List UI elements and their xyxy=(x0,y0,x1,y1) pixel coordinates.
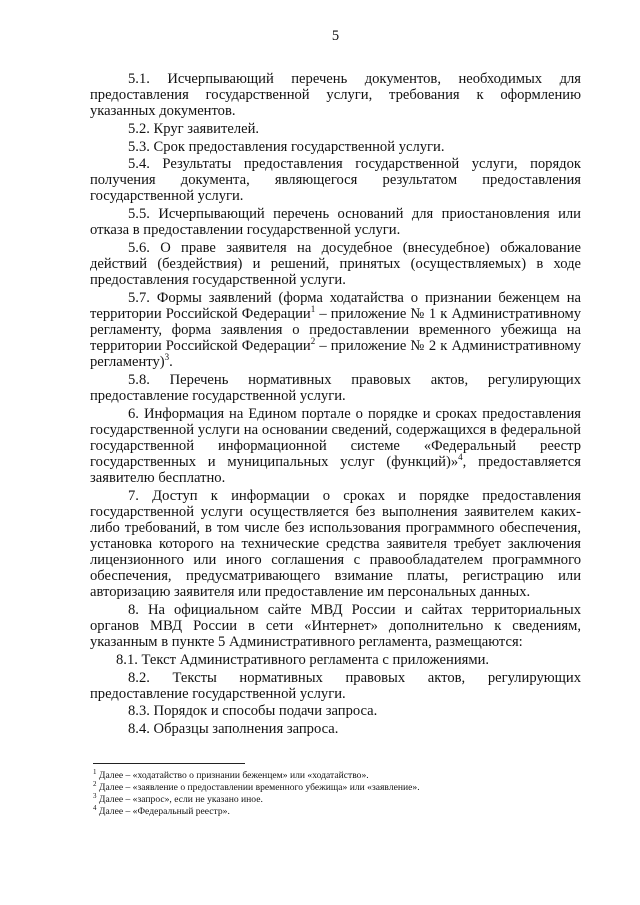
footnote-divider xyxy=(93,763,245,764)
paragraph-5-7 xyxy=(90,290,581,370)
footnote-text-4: Далее – «Федеральный реестр». xyxy=(96,806,230,818)
footnote-mark-4: 4 xyxy=(93,804,97,813)
footnote-mark-3: 3 xyxy=(93,792,97,801)
paragraph-8-3: 8.3. Порядок и способы подачи запроса. xyxy=(128,703,378,720)
footnote-mark-2: 2 xyxy=(93,779,97,788)
paragraph-5-5: 5.5. Исчерпывающий перечень оснований для приостановления или отказа в предоставлении государственной услуги. xyxy=(90,206,581,239)
paragraph-8-2: 8.2. Тексты нормативных правовых актов, регулирующих предоставление государственной услуги. xyxy=(90,669,581,702)
footnote-ref-3: 3 xyxy=(164,352,170,363)
footnote-mark-1: 1 xyxy=(93,767,97,776)
footnote-ref-2: 2 xyxy=(310,336,316,347)
paragraph-5-7-text-b: – приложение № 1 к Административному регламенту, форма заявления о предоставлении временного убежища на территории Российской Федерации xyxy=(90,305,581,355)
footnote-ref-4: 4 xyxy=(458,452,463,463)
paragraph-5-6: 5.6. О праве заявителя на досудебное (внесудебное) обжалование действий (бездействия) и решений, принятых (осуществляемых) в ходе предоставления государственной услуги. xyxy=(90,239,581,289)
paragraph-5-7-text-c: – приложение № 2 к Административному регламенту) xyxy=(90,338,581,371)
paragraph-6-text-a: 6. Информация на Едином портале о порядке и сроках предоставления государственной услуги на основании сведений, содержащихся в федеральной государственной информационной системе «Федеральный реестр государственных и муниципальных услуг (функций)» xyxy=(90,405,581,470)
paragraph-8-1: 8.1. Текст Административного регламента с приложениями. xyxy=(116,651,490,668)
footnote-3 xyxy=(93,794,581,806)
paragraph-5-7-text-a: 5.7. Формы заявлений (форма ходатайства о признании беженцем на территории Российской Федерации xyxy=(90,289,581,322)
paragraph-6-text-b: , предоставляется заявителю бесплатно. xyxy=(90,453,581,486)
paragraph-5-2: 5.2. Круг заявителей. xyxy=(128,120,260,137)
footnote-text-2: Далее – «заявление о предоставлении временного убежища» или «заявление». xyxy=(96,782,420,794)
paragraph-5-4: 5.4. Результаты предоставления государственной услуги, порядок получения документа, являющегося результатом предоставления государственной услуги. xyxy=(90,156,581,205)
paragraph-6 xyxy=(90,406,581,486)
footnote-ref-1: 1 xyxy=(310,304,316,315)
footnote-1 xyxy=(93,767,581,782)
footnote-2 xyxy=(93,779,581,794)
paragraph-5-3: 5.3. Срок предоставления государственной услуги. xyxy=(128,138,445,155)
paragraph-8: 8. На официальном сайте МВД России и сайтах территориальных органов МВД России в сети «Интернет» дополнительно к сведениям, указанным в пункте 5 Административного регламента, размещаются: xyxy=(90,601,581,651)
paragraph-5-1: 5.1. Исчерпывающий перечень документов, необходимых для предоставления государственной услуги, требования к оформлению указанных документов. xyxy=(90,71,581,120)
page-number: 5 xyxy=(331,28,340,44)
footnote-text-3: Далее – «запрос», если не указано иное. xyxy=(96,794,263,806)
paragraph-8-4: 8.4. Образцы заполнения запроса. xyxy=(128,720,339,737)
footnote-text-1: Далее – «ходатайство о признании беженцем» или «ходатайство». xyxy=(96,770,369,782)
footnote-4 xyxy=(93,806,581,818)
paragraph-7: 7. Доступ к информации о сроках и порядке предоставления государственной услуги осуществляется без выполнения заявителем каких-либо требований, в том числе без использования программного обеспечения, установка которого на технические средства заявителя требует заключения лицензионного или иного соглашения с правообладателем программного обеспечения, предусматривающего взимание платы, регистрацию или авторизацию заявителя или предоставление им персональных данных. xyxy=(90,487,581,601)
paragraph-5-8: 5.8. Перечень нормативных правовых актов, регулирующих предоставление государственной услуги. xyxy=(90,371,581,404)
paragraph-5-7-text-d: . xyxy=(169,354,173,371)
